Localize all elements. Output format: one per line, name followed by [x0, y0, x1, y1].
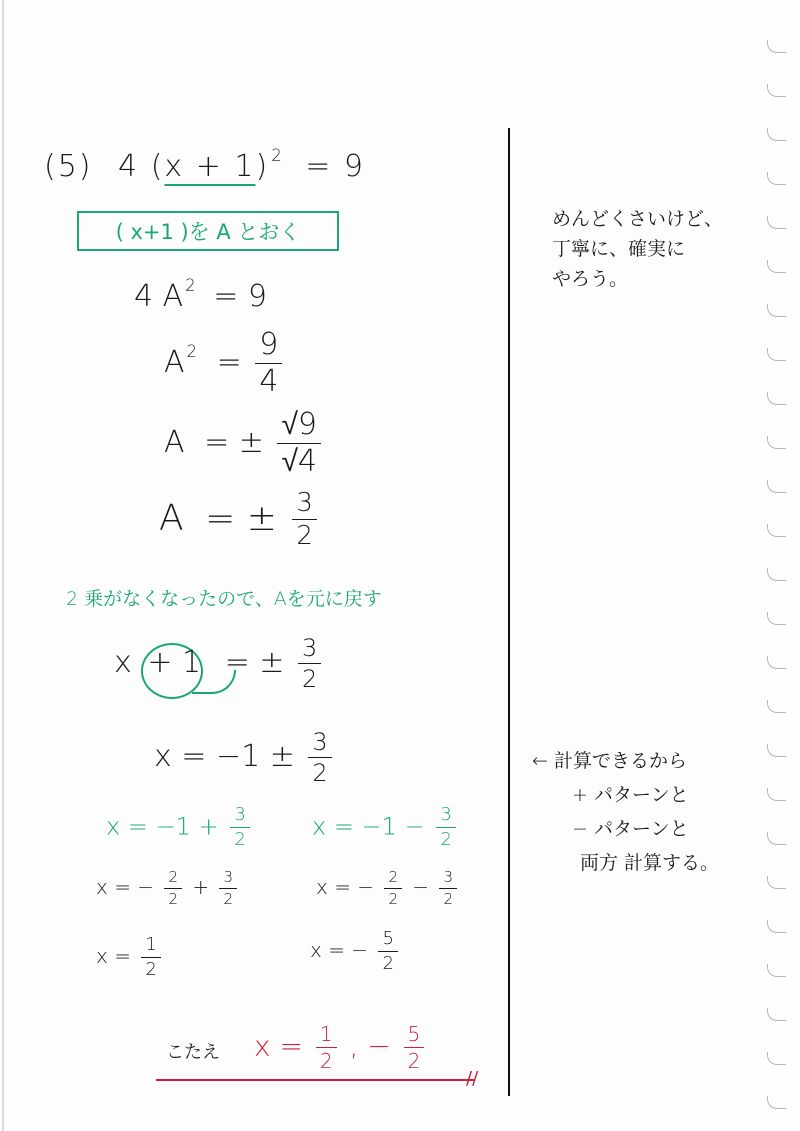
fraction-numerator: 1	[145, 934, 157, 955]
ring-mark	[767, 304, 786, 317]
branch-fraction	[384, 870, 402, 907]
step-5	[114, 636, 325, 691]
fraction-denominator: 4	[255, 363, 282, 397]
substitution-note-box	[77, 211, 339, 251]
problem-rhs: = 9	[305, 148, 365, 184]
fraction-denominator: 2	[219, 888, 237, 907]
step-6-lhs: x = −1 ±	[154, 739, 295, 774]
branch-fraction	[219, 870, 237, 907]
step-1-rhs: = 9	[213, 278, 267, 314]
end-mark: //	[466, 1068, 479, 1089]
fraction-denominator: 2	[316, 1047, 337, 1071]
ring-mark	[767, 876, 786, 889]
ring-mark	[767, 40, 786, 53]
branch-text: x =	[96, 944, 131, 968]
fraction-numerator: 3	[234, 804, 246, 825]
problem-inner: x + 1	[164, 148, 256, 184]
fraction-denominator: 2	[292, 519, 317, 549]
problem-number: (5)	[44, 148, 93, 184]
side-note-line: − パターンと	[572, 818, 689, 840]
answer-underline	[156, 1079, 474, 1081]
ring-mark	[767, 1008, 786, 1021]
branch-fraction	[436, 806, 455, 849]
ring-mark	[767, 788, 786, 801]
fraction-numerator: 3	[301, 634, 318, 662]
ring-mark	[767, 920, 786, 933]
side-note-line: + パターンと	[572, 784, 689, 806]
fraction-numerator: 1	[319, 1022, 333, 1046]
ring-mark	[767, 216, 786, 229]
fraction-denominator: 2	[378, 951, 397, 973]
answer-fraction-1	[316, 1024, 337, 1071]
branch-text: x = −1 −	[312, 812, 425, 841]
step-2-eq: =	[216, 345, 242, 380]
ring-mark	[767, 656, 786, 669]
step-4-fraction	[292, 490, 317, 549]
step-1-lhs: 4 A	[134, 278, 184, 314]
binder-ring-marks	[756, 40, 786, 1120]
step-5-fraction	[298, 636, 321, 691]
fraction-denominator: 2	[308, 757, 331, 785]
ring-mark	[767, 172, 786, 185]
ring-mark	[767, 348, 786, 361]
step-1-power: 2	[185, 276, 196, 295]
ring-mark	[767, 524, 786, 537]
plus-branch-line-3	[96, 936, 165, 979]
minus-branch-line-3	[310, 930, 402, 973]
step-2-lhs: A	[164, 345, 185, 380]
ring-mark	[767, 392, 786, 405]
fraction-numerator: 3	[440, 804, 452, 825]
branch-text: x = −	[310, 938, 369, 962]
branch-text: x = −	[316, 875, 375, 899]
ring-mark	[767, 964, 786, 977]
ring-mark	[767, 568, 786, 581]
step-4-lhs: A	[159, 497, 184, 539]
fraction-denominator: 2	[141, 957, 160, 979]
column-divider	[508, 128, 510, 1096]
branch-fraction	[230, 806, 249, 849]
branch-fraction	[141, 936, 160, 979]
branch-operator: +	[192, 875, 210, 899]
minus-branch-line-1	[312, 806, 460, 849]
side-note-line: 丁寧に、確実に	[552, 238, 686, 260]
side-note-line: ← 計算できるから	[532, 750, 687, 772]
fraction-numerator: 3	[312, 728, 328, 756]
step-4	[159, 490, 321, 549]
step-3-lhs: A	[164, 425, 185, 460]
restore-note: 2 乗がなくなったので、Aを元に戻す	[66, 588, 382, 610]
fraction-denominator: 2	[384, 888, 402, 907]
step-4-eq: = ±	[205, 497, 277, 539]
answer-fraction-2	[404, 1024, 425, 1071]
step-5-eq: = ±	[224, 645, 285, 680]
plus-branch-line-1	[106, 806, 254, 849]
ring-mark	[767, 128, 786, 141]
fraction-numerator: 3	[443, 868, 454, 886]
step-2	[164, 327, 286, 399]
ring-mark	[767, 436, 786, 449]
ring-mark	[767, 260, 786, 273]
notebook-page	[2, 0, 800, 1131]
branch-fraction	[378, 930, 397, 973]
step-5-circled-term: + 1	[147, 645, 202, 680]
branch-text: x = −	[96, 875, 155, 899]
substitution-note: ( x+1 )を A とおく	[115, 220, 301, 244]
step-1	[134, 276, 267, 314]
ring-mark	[767, 1052, 786, 1065]
fraction-numerator: 5	[382, 928, 394, 949]
step-2-fraction	[255, 327, 282, 399]
branch-text: x = −1 +	[106, 812, 219, 841]
plus-branch-line-2	[96, 870, 241, 907]
ring-mark	[767, 700, 786, 713]
minus-branch-line-2	[316, 870, 461, 907]
step-3-eq: = ±	[204, 425, 264, 460]
fraction-denominator: 2	[436, 827, 455, 849]
fraction-denominator: 2	[439, 888, 457, 907]
fraction-denominator: 2	[230, 827, 249, 849]
step-3-fraction	[277, 407, 321, 479]
final-answer	[254, 1024, 428, 1071]
fraction-numerator: 5	[407, 1022, 421, 1046]
ring-mark	[767, 84, 786, 97]
ring-mark	[767, 832, 786, 845]
side-note-line: 両方 計算する。	[580, 852, 720, 874]
fraction-denominator: 2	[298, 663, 321, 691]
fraction-numerator: 2	[168, 868, 178, 886]
ring-mark	[767, 744, 786, 757]
problem-power: 2	[271, 146, 284, 165]
step-5-x: x	[114, 645, 132, 680]
problem-coef: 4	[118, 148, 140, 184]
answer-x: x =	[254, 1029, 303, 1063]
branch-operator: −	[412, 875, 430, 899]
side-note-bottom	[532, 744, 719, 880]
ring-mark	[767, 480, 786, 493]
fraction-numerator: 2	[388, 868, 398, 886]
side-note-top	[552, 204, 723, 294]
fraction-numerator: 3	[223, 868, 234, 886]
answer-separator: , −	[349, 1029, 391, 1063]
problem-statement: (5) 4 (x + 1) $^2$ = 9	[44, 146, 365, 184]
step-2-power: 2	[186, 342, 198, 362]
fraction-denominator: √4	[277, 443, 321, 477]
branch-fraction	[164, 870, 182, 907]
fraction-denominator: 2	[164, 888, 182, 907]
branch-fraction	[439, 870, 457, 907]
fraction-denominator: 2	[404, 1047, 425, 1071]
ring-mark	[767, 612, 786, 625]
fraction-numerator: 9	[259, 327, 279, 362]
side-note-line: やろう。	[552, 268, 629, 290]
side-note-line: めんどくさいけど、	[552, 208, 724, 230]
step-6	[154, 730, 336, 785]
step-6-fraction	[308, 730, 331, 785]
answer-label: こたえ	[166, 1042, 220, 1063]
ring-mark	[767, 1096, 786, 1109]
step-3	[164, 407, 325, 479]
fraction-numerator: √9	[281, 407, 317, 442]
fraction-numerator: 3	[296, 488, 313, 518]
